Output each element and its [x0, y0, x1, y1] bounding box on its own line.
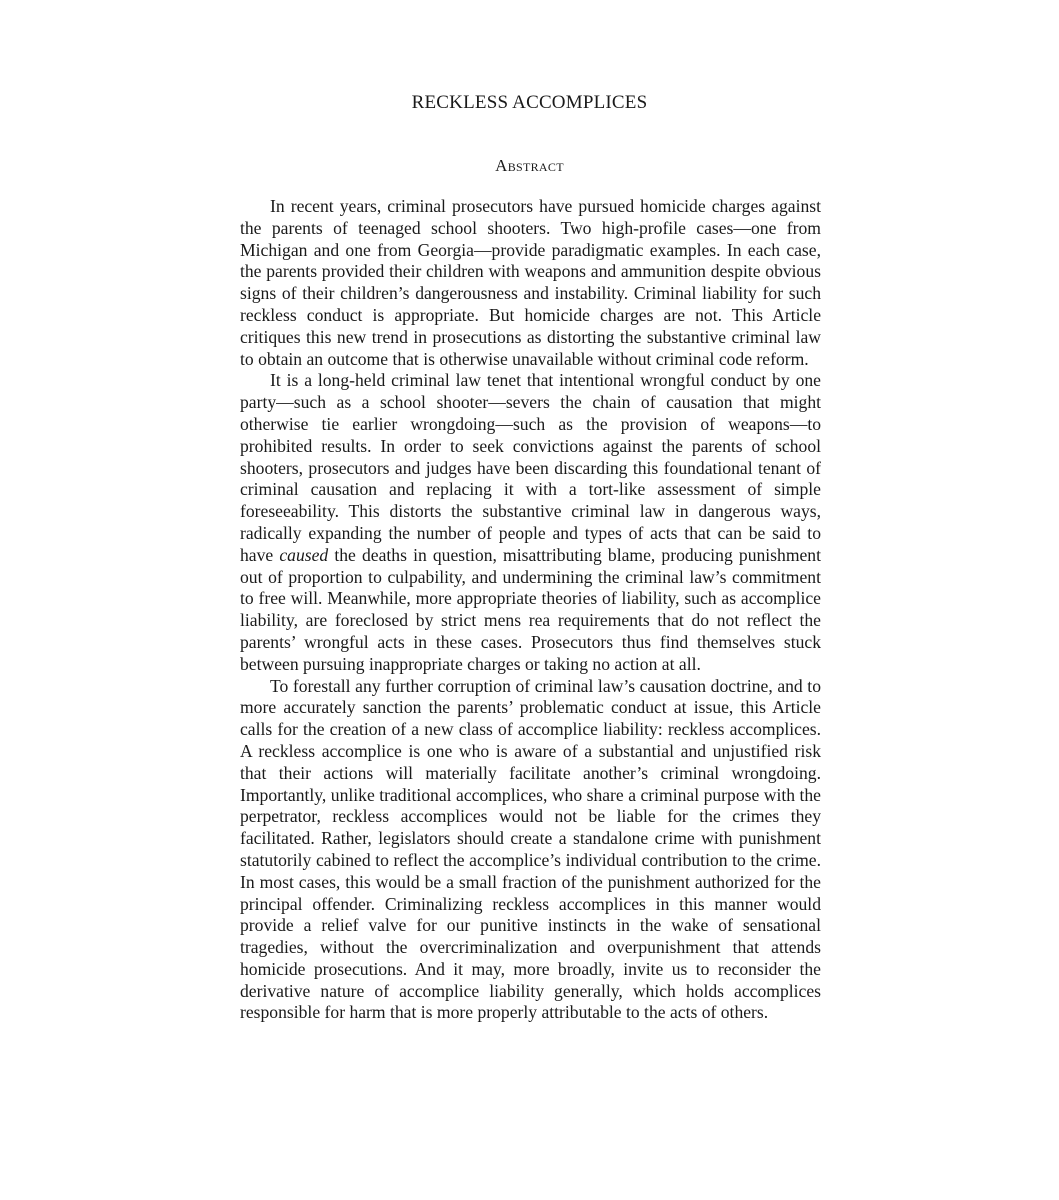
abstract-heading: Abstract — [495, 156, 564, 175]
emphasized-word: caused — [279, 544, 329, 565]
abstract-paragraph-1: In recent years, criminal prosecutors have pursued homicide charges against the parents of teenaged school shooters. Two high-profile cases—one from Michigan and one from Georgia—provide paradigmatic examples. In each case, the parents provided their children with weapons and ammunition despite obvious signs of their children’s dangerousness and instability. Criminal liability for such reckless conduct is appropriate. But homicide charges are not. This Article critiques this new trend in prosecutions as distorting the substantive criminal law to obtain an outcome that is otherwise unavailable without criminal code reform. — [240, 196, 821, 369]
abstract-paragraph-2 — [240, 370, 821, 675]
abstract-paragraph-3: To forestall any further corruption of criminal law’s causation doctrine, and to more accurately sanction the parents’ problematic conduct at issue, this Article calls for the creation of a new class of accomplice liability: reckless accomplices. A reckless accomplice is one who is aware of a substantial and unjustified risk that their actions will materially facilitate another’s criminal wrongdoing. Importantly, unlike traditional accomplices, who share a criminal purpose with the perpetrator, reckless accomplices would not be liable for the crimes they facilitated. Rather, legislators should create a standalone crime with punishment statutorily cabined to reflect the accomplice’s individual contribution to the crime. In most cases, this would be a small fraction of the punishment authorized for the principal offender. Criminalizing reckless accomplices in this manner would provide a relief valve for our punitive instincts in the wake of sensational tragedies, without the overcriminalization and overpunishment that attends homicide prosecutions. And it may, more broadly, invite us to reconsider the derivative nature of accomplice liability generally, which holds accomplices responsible for harm that is more properly attributable to the acts of others. — [240, 675, 821, 1023]
abstract-body — [240, 196, 821, 1024]
paragraph-2-text-before-emphasis: It is a long-held criminal law tenet that intentional wrongful conduct by one party—such as a school shooter—severs the chain of causation that might otherwise tie earlier wrongdoing—such as the provision of weapons—to prohibited results. In order to seek convictions against the parents of school shooters, prosecutors and judges have been discarding this foundational tenant of criminal causation and replacing it with a tort-like assessment of simple foreseeability. This distorts the substantive criminal law in dangerous ways, radically expanding the number of people and types of acts that can be said to have — [240, 370, 821, 565]
paragraph-2-text-after-emphasis: the deaths in question, misattributing blame, producing punishment out of proportion to culpability, and undermining the criminal law’s commitment to free will. Meanwhile, more appropriate theories of liability, such as accomplice liability, are foreclosed by strict mens rea requirements that do not reflect the parents’ wrongful acts in these cases. Prosecutors thus find themselves stuck between pursuing inappropriate charges or taking no action at all. — [240, 544, 821, 674]
article-title: RECKLESS ACCOMPLICES — [411, 92, 648, 113]
